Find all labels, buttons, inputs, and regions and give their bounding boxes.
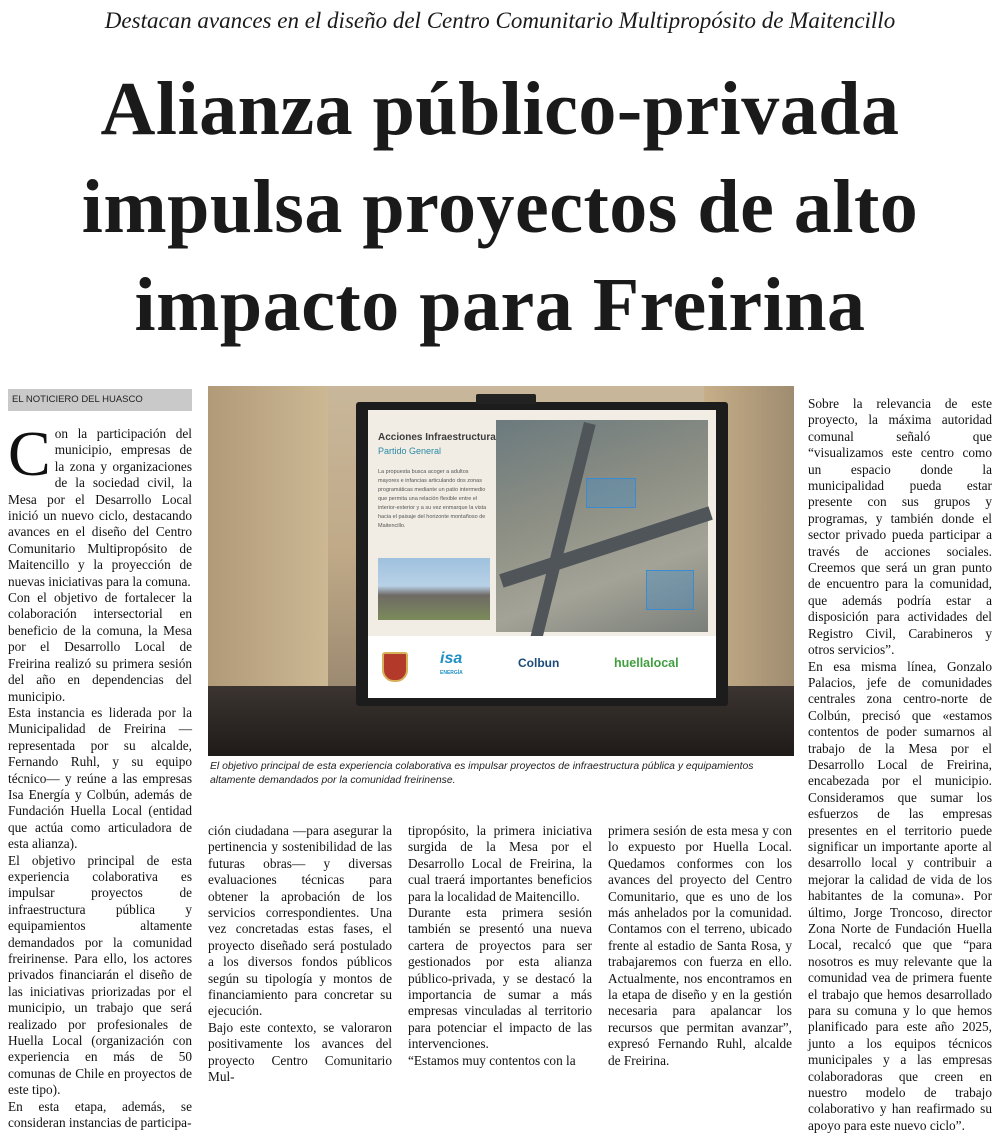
article-photo	[208, 386, 794, 756]
headline-line-3: impacto para Freirina	[135, 263, 866, 347]
paragraph: tipropósito, la primera iniciativa surgida de la Mesa por el Desarrollo Local de Freirina, la cual traerá importantes beneficios para la localidad de Maitencillo.	[408, 823, 592, 905]
paragraph: primera sesión de esta mesa y con lo expuesto por Huella Local. Quedamos conformes con los avances del proyecto del Centro Comunitario, que es uno de los más anhelados por la comunidad. Contamos con el terreno, ubicado frente al estadio de Santa Rosa, y trabajaremos con fuerza en ello. Actualmente, nos encontramos en la etapa de diseño y en la gestión necesaria para apalancar los recursos que permitan avanzar”, expresó Fernando Ruhl, alcalde de Freirina.	[608, 823, 792, 1069]
headline	[40, 60, 960, 354]
article-column-2	[208, 823, 392, 1045]
paragraph: Con el objetivo de fortalecer la colaboración intersectorial en beneficio de la comuna, la Mesa por el Desarrollo Local de Freirina realizó su primera sesión del año en dependencias del municipio.	[8, 590, 192, 705]
huellalocal-logo: huellalocal	[614, 656, 679, 670]
television	[356, 402, 728, 706]
drop-cap: C	[8, 428, 51, 480]
kicker: Destacan avances en el diseño del Centro Comunitario Multipropósito de Maitencillo	[0, 8, 1000, 34]
map-zone	[646, 570, 694, 610]
paragraph: Durante esta primera sesión también se presentó una nueva cartera de proyectos para ser gestionados por esta alianza público-privada, y se destacó la importancia de sumar a más empresas vinculadas al territorio para potenciar el impacto de las intervenciones.	[408, 905, 592, 1053]
aerial-map	[496, 420, 708, 632]
paragraph: Sobre la relevancia de este proyecto, la máxima autoridad comunal señaló que “visualizamos este centro como un espacio donde la municipalidad pueda estar presente con sus grupos y programas, y también donde el sector privado pueda participar a través de acciones sociales. Creemos que será un gran punto de encuentro para la comunidad, que además podría estar a disposición para actividades del Registro Civil, Carabineros y otros servicios”.	[808, 396, 992, 659]
photo-caption: El objetivo principal de esta experiencia colaborativa es impulsar proyectos de infraestructura pública y equipamientos altamente demandados por la comunidad freirinense.	[210, 760, 798, 788]
paragraph: Bajo este contexto, se valoraron positivamente los avances del proyecto Centro Comunitario Mul-	[208, 1020, 392, 1086]
slide-title: Acciones Infraestructura	[378, 432, 496, 443]
camera-icon	[476, 394, 536, 404]
isa-logo: isa	[440, 650, 462, 668]
paragraph: El objetivo principal de esta experiencia colaborativa es impulsar proyectos de infraestructura pública y equipamientos altamente demandados por la comunidad freirinense. Para ello, los actores privados financiarán el diseño de las iniciativas priorizadas por el municipio, un trabajo que será realizado por profesionales de Huella Local (organización con experiencia en más de 50 comunas de Chile en proyectos de este tipo).	[8, 853, 192, 1099]
headline-line-2: impulsa proyectos de alto	[82, 165, 919, 249]
article-column-4	[608, 823, 792, 1045]
logo-strip	[368, 636, 716, 698]
slide-subtitle: Partido General	[378, 446, 441, 456]
paragraph: Con la participación del municipio, empresas de la zona y organizaciones de la sociedad civil, la Mesa por el Desarrollo Local inició un nuevo ciclo, destacando avances en el diseño del Centro Comunitario Multipropósito de Maitencillo y la proyección de nuevas iniciativas para la comuna.	[8, 426, 192, 590]
paragraph: ción ciudadana —para asegurar la pertinencia y sostenibilidad de las futuras obras— y diversas evaluaciones técnicas para obtener la aprobación de los servicios correspondientes. Una vez concretadas estas fases, el proyecto diseñado será postulado a los diversos fondos públicos según su tipología y montos de financiamiento para concretar su ejecución.	[208, 823, 392, 1020]
map-road	[528, 422, 595, 648]
headline-line-1: Alianza público-privada	[100, 67, 899, 151]
isa-logo-subtitle: ENERGÍA	[440, 670, 463, 676]
article-column-3	[408, 823, 592, 1045]
paragraph: En esta etapa, además, se consideran instancias de participa-	[8, 1099, 192, 1132]
map-zone	[586, 478, 636, 508]
article-column-1	[8, 426, 192, 1046]
colbun-logo: Colbun	[518, 656, 559, 670]
source-label: EL NOTICIERO DEL HUASCO	[8, 389, 192, 411]
article-column-5	[808, 396, 992, 1046]
paragraph: “Estamos muy contentos con la	[408, 1053, 592, 1069]
presentation-slide	[368, 410, 716, 698]
paragraph: Esta instancia es liderada por la Municipalidad de Freirina —representada por su alcalde, Fernando Ruhl, y su equipo técnico— y reúne a las empresas Isa Energía y Colbún, además de Fundación Huella Local (entidad que actúa como articuladora de esta alianza).	[8, 705, 192, 853]
municipal-crest-icon	[382, 652, 408, 682]
landscape-image	[378, 558, 490, 620]
slide-text: La propuesta busca acoger a adultos mayores e infancias articulando dos zonas programáticas mediante un patio intermedio que permita una relación flexible entre el interior-exterior y a su vez enmarque la vista hacia el paisaje del horizonte montañoso de Maitencillo.	[378, 468, 490, 531]
paragraph: En esa misma línea, Gonzalo Palacios, jefe de comunidades centrales zona centro-norte de Colbún, precisó que «estamos contentos de poder sumarnos al trabajo de la Mesa por el Desarrollo Local de Freirina, encabezada por el municipio. Consideramos que sumar los esfuerzos de las empresas presentes en el territorio puede significar un importante aporte al desarrollo local y contribuir a mejorar la calidad de vida de los habitantes de la comuna». Por último, Jorge Troncoso, director Zona Norte de Fundación Huella Local, recalcó que que “para nosotros es muy relevante que la comunidad vea de primera fuente el trabajo que hemos desarrollado para su comuna y lo que hemos planificado para este año 2025, junto a los equipos técnicos municipales y a las empresas colaboradoras que creen en nuestro modelo de trabajo colaborativo y han reafirmado su apoyo para este nuevo ciclo”.	[808, 659, 992, 1134]
